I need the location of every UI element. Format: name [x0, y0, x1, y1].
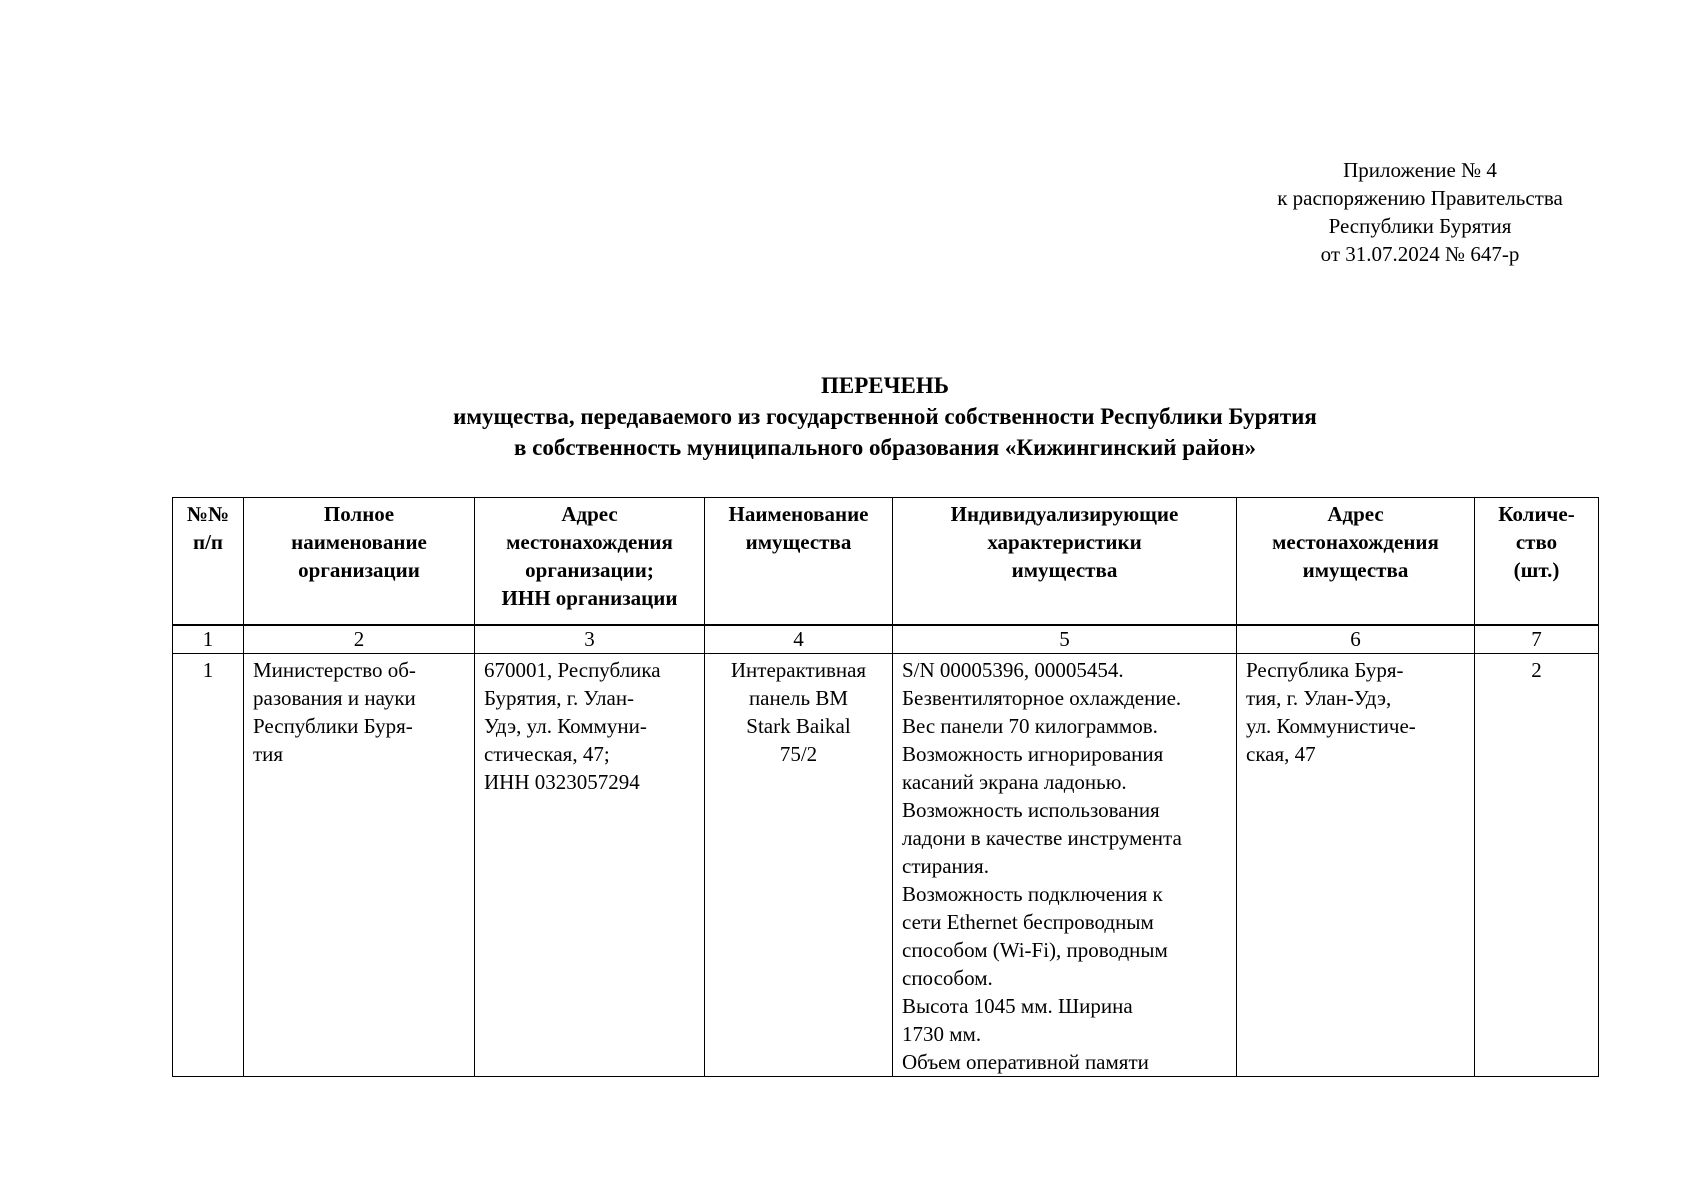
table-row — [173, 654, 1599, 1077]
property-address-cell: Республика Буря- тия, г. Улан-Удэ, ул. Коммунистиче- ская, 47 — [1237, 654, 1475, 1077]
header-characteristics: Индивидуализирующие характеристики имущества — [893, 498, 1237, 626]
column-number: 3 — [475, 625, 705, 654]
column-number: 4 — [705, 625, 893, 654]
appendix-number: Приложение № 4 — [1343, 158, 1497, 182]
header-quantity: Количе- ство (шт.) — [1475, 498, 1599, 626]
column-number: 5 — [893, 625, 1237, 654]
appendix-date: от 31.07.2024 № 647-р — [1320, 242, 1520, 266]
table-header-row — [173, 498, 1599, 626]
column-number-row — [173, 625, 1599, 654]
column-number: 7 — [1475, 625, 1599, 654]
column-number: 1 — [173, 625, 244, 654]
organization-cell: Министерство об- разования и науки Республики Буря- тия — [244, 654, 475, 1077]
header-org-address: Адрес местонахождения организации; ИНН организации — [475, 498, 705, 626]
org-address-cell: 670001, Республика Бурятия, г. Улан- Удэ, ул. Коммуни- стическая, 47; ИНН 0323057294 — [475, 654, 705, 1077]
column-number: 6 — [1237, 625, 1475, 654]
title-main: ПЕРЕЧЕНЬ — [821, 373, 949, 398]
header-property-name: Наименование имущества — [705, 498, 893, 626]
appendix-note — [1240, 156, 1600, 268]
title-subtitle-2: в собственность муниципального образования «Кижингинский район» — [513, 435, 1257, 460]
header-index: №№ п/п — [173, 498, 244, 626]
column-number: 2 — [244, 625, 475, 654]
quantity-cell: 2 — [1475, 654, 1599, 1077]
property-table — [172, 497, 1599, 1077]
appendix-republic: Республики Бурятия — [1328, 214, 1512, 238]
characteristics-cell: S/N 00005396, 00005454. Безвентиляторное охлаждение. Вес панели 70 килограммов. Возможность игнорирования касаний экрана ладонью. Возможность использования ладони в качестве инструмента стирания. Возможность подключения к сети Ethernet беспроводным способом (Wi-Fi), проводным способом. Высота 1045 мм. Ширина 1730 мм. Объем оперативной памяти — [893, 654, 1237, 1077]
header-organization: Полное наименование организации — [244, 498, 475, 626]
document-title — [172, 370, 1598, 463]
title-subtitle-1: имущества, передаваемого из государственной собственности Республики Бурятия — [453, 404, 1317, 429]
row-index: 1 — [173, 654, 244, 1077]
property-name-cell: Интерактивная панель BM Stark Baikal 75/2 — [705, 654, 893, 1077]
appendix-reference: к распоряжению Правительства — [1277, 186, 1563, 210]
header-property-address: Адрес местонахождения имущества — [1237, 498, 1475, 626]
